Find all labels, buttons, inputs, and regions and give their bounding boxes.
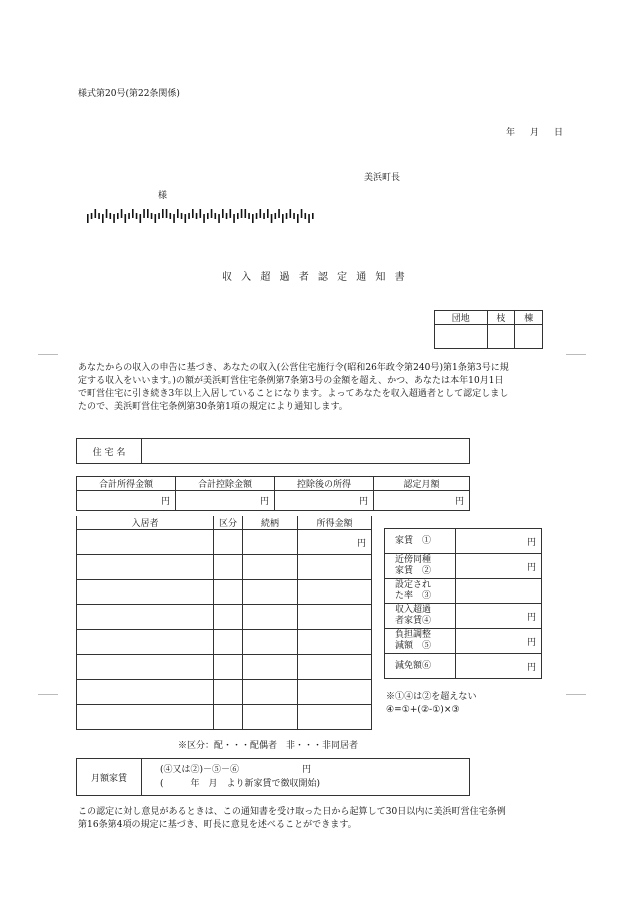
barcode-bar xyxy=(301,209,303,218)
rent-row-label-line: 収入超過 xyxy=(395,605,432,615)
barcode-bar xyxy=(166,209,168,218)
barcode-bar xyxy=(200,209,202,218)
resident-income-cell[interactable]: 円 xyxy=(298,530,372,555)
notice-line: あなたからの収入の申告に基づき、あなたの収入(公営住宅施行令(昭和26年政令第240号)第1条第3号に規 xyxy=(78,363,509,373)
resident-name-cell[interactable] xyxy=(77,705,214,730)
monthly-rent-formula[interactable] xyxy=(142,759,470,796)
barcode-bar xyxy=(233,214,235,223)
residents-header-category: 区分 xyxy=(214,516,243,530)
category-note: ※区分：配・・・配偶者 非・・・非同居者 xyxy=(178,741,359,751)
address-field[interactable] xyxy=(142,439,470,464)
housing-cell-eda[interactable] xyxy=(487,325,515,349)
barcode-bar xyxy=(181,213,183,219)
barcode-bar xyxy=(252,214,254,223)
barcode-bar xyxy=(91,213,93,219)
resident-name-cell[interactable] xyxy=(77,530,214,555)
resident-category-cell[interactable] xyxy=(214,605,243,630)
rent-row-label-line: 近傍同種 xyxy=(395,555,432,565)
recipient-suffix: 様 xyxy=(158,191,168,201)
housing-header-danchi: 団地 xyxy=(435,311,488,325)
document-title: 収 入 超 過 者 認 定 通 知 書 xyxy=(222,272,408,283)
rent-row-value[interactable]: 円 xyxy=(456,554,542,579)
barcode-bar xyxy=(256,213,258,219)
barcode-bar xyxy=(140,214,142,223)
income-deduction-cell[interactable]: 円 xyxy=(176,491,275,511)
barcode-bar xyxy=(215,213,217,219)
barcode-bar xyxy=(286,213,288,219)
rent-row-label-line: 減額 ⑤ xyxy=(395,641,432,651)
resident-category-cell[interactable] xyxy=(214,655,243,680)
resident-category-cell[interactable] xyxy=(214,580,243,605)
residents-header-income: 所得金額 xyxy=(298,516,372,530)
rent-row-label xyxy=(385,554,456,579)
rent-row xyxy=(385,529,542,554)
barcode-bar xyxy=(282,214,284,223)
resident-name-cell[interactable] xyxy=(77,605,214,630)
resident-relation-cell[interactable] xyxy=(243,680,298,705)
monthly-rent-formula-line: (④又は②)－⑤－⑥ 円 xyxy=(160,765,312,775)
rent-note-line: ※①④は②を超えない xyxy=(386,692,477,702)
income-after-deduction-cell[interactable]: 円 xyxy=(275,491,374,511)
barcode-bar xyxy=(177,209,179,218)
barcode-bar xyxy=(260,209,262,218)
resident-income-cell[interactable] xyxy=(298,630,372,655)
barcode-bar xyxy=(248,213,250,219)
barcode-bar xyxy=(293,213,295,219)
residents-table xyxy=(76,516,372,730)
objection-notice xyxy=(78,806,558,832)
barcode-bar xyxy=(185,214,187,223)
barcode-bar xyxy=(132,209,134,218)
resident-name-cell[interactable] xyxy=(77,630,214,655)
barcode-bar xyxy=(207,213,209,219)
income-header-monthly: 認定月額 xyxy=(374,477,470,491)
resident-category-cell[interactable] xyxy=(214,630,243,655)
rent-row xyxy=(385,579,542,604)
barcode-bar xyxy=(263,213,265,219)
notice-line: で町営住宅に引き続き3年以上入居していることになります。よってあなたを収入超過者として認定しまし xyxy=(78,389,509,399)
resident-row xyxy=(77,630,372,655)
barcode-bar xyxy=(102,214,104,223)
income-header-after-deduction: 控除後の所得 xyxy=(275,477,374,491)
left-fold-mark xyxy=(38,354,58,355)
rent-row-label-line: 家賃 ① xyxy=(395,535,432,546)
barcode-bar xyxy=(278,209,280,218)
barcode-bar xyxy=(143,209,145,218)
rent-row-label-line: た率 ③ xyxy=(395,591,432,601)
barcode-bar xyxy=(155,214,157,223)
resident-relation-cell[interactable] xyxy=(243,555,298,580)
right-fold-mark xyxy=(566,354,586,355)
rent-row xyxy=(385,604,542,629)
notice-paragraph xyxy=(78,362,558,414)
barcode-bar xyxy=(290,209,292,218)
barcode-bar xyxy=(211,209,213,218)
form-number: 様式第20号(第22条関係) xyxy=(78,89,180,99)
barcode-bar xyxy=(98,213,100,219)
objection-line: この認定に対し意見があるときは、この通知書を受け取った日から起算して30日以内に美浜町営住宅条例 xyxy=(78,807,506,817)
housing-header-eda: 枝 xyxy=(487,311,515,325)
resident-row xyxy=(77,705,372,730)
address-label: 住 宅 名 xyxy=(77,439,142,464)
issuer: 美浜町長 xyxy=(364,173,401,183)
notice-line: 定する収入をいいます。)の額が美浜町営住宅条例第7条第3号の金額を超え、かつ、あなたは本年10月1日 xyxy=(78,376,504,386)
barcode-bar xyxy=(158,213,160,219)
objection-line: 第16条第4項の規定に基づき、町長に意見を述べることができます。 xyxy=(78,820,357,830)
barcode-bar xyxy=(87,214,89,223)
barcode-bar xyxy=(188,213,190,219)
rent-row-label-line: 減免額⑥ xyxy=(395,660,432,671)
resident-relation-cell[interactable] xyxy=(243,530,298,555)
barcode-bar xyxy=(128,213,130,219)
resident-income-cell[interactable] xyxy=(298,655,372,680)
rent-row-value[interactable]: 円 xyxy=(456,529,542,554)
barcode-bar xyxy=(151,213,153,219)
income-table xyxy=(76,476,470,511)
income-total-cell[interactable]: 円 xyxy=(77,491,176,511)
barcode-bar xyxy=(308,214,310,223)
rent-row xyxy=(385,629,542,654)
barcode-bar xyxy=(125,214,127,223)
barcode-bar xyxy=(271,214,273,223)
right-fold-mark-lower xyxy=(566,694,586,695)
barcode-bar xyxy=(237,213,239,219)
resident-relation-cell[interactable] xyxy=(243,605,298,630)
resident-row xyxy=(77,655,372,680)
barcode-bar xyxy=(110,213,112,219)
barcode-bar xyxy=(192,209,194,218)
barcode-bar xyxy=(147,209,149,218)
rent-row-value[interactable]: 円 xyxy=(456,629,542,654)
barcode-bar xyxy=(173,214,175,223)
resident-relation-cell[interactable] xyxy=(243,630,298,655)
resident-name-cell[interactable] xyxy=(77,680,214,705)
barcode-bar xyxy=(95,209,97,218)
address-table xyxy=(76,438,470,464)
resident-relation-cell[interactable] xyxy=(243,580,298,605)
barcode-bar xyxy=(297,214,299,223)
monthly-rent-table xyxy=(76,758,470,796)
resident-category-cell[interactable] xyxy=(214,555,243,580)
rent-row xyxy=(385,654,542,679)
rent-notes xyxy=(386,691,477,717)
notice-line: たので、美浜町営住宅条例第30条第1項の規定により通知します。 xyxy=(78,402,348,412)
rent-row-label xyxy=(385,579,456,604)
monthly-rent-start-line: ( 年 月 より新家賃で徴収開始) xyxy=(160,779,321,789)
residents-header-name: 入居者 xyxy=(77,516,214,530)
postal-barcode xyxy=(87,209,317,223)
rent-note-line: ④=①+(②-①)×③ xyxy=(386,705,460,715)
barcode-bar xyxy=(305,213,307,219)
housing-header-tou: 棟 xyxy=(515,311,543,325)
rent-row-label xyxy=(385,604,456,629)
barcode-bar xyxy=(203,214,205,223)
housing-cell-danchi[interactable] xyxy=(435,325,488,349)
barcode-bar xyxy=(226,213,228,219)
rent-row-value[interactable]: 円 xyxy=(456,604,542,629)
resident-row xyxy=(77,530,372,555)
barcode-bar xyxy=(230,209,232,218)
barcode-bar xyxy=(170,213,172,219)
barcode-bar xyxy=(267,209,269,218)
barcode-bar xyxy=(241,209,243,218)
barcode-bar xyxy=(245,209,247,218)
barcode-bar xyxy=(136,213,138,219)
rent-row-value[interactable] xyxy=(456,579,542,604)
resident-category-cell[interactable] xyxy=(214,705,243,730)
rent-calc-table xyxy=(384,528,542,679)
barcode-bar xyxy=(218,214,220,223)
housing-id-table xyxy=(434,310,543,349)
barcode-bar xyxy=(106,209,108,218)
income-monthly-cell[interactable]: 円 xyxy=(374,491,470,511)
barcode-bar xyxy=(275,213,277,219)
barcode-bar xyxy=(121,209,123,218)
barcode-bar xyxy=(222,209,224,218)
rent-row-label-line: 負担調整 xyxy=(395,630,432,640)
left-fold-mark-lower xyxy=(38,694,58,695)
income-header-deduction: 合計控除金額 xyxy=(176,477,275,491)
barcode-bar xyxy=(113,214,115,223)
resident-income-cell[interactable] xyxy=(298,605,372,630)
barcode-bar xyxy=(312,213,314,219)
rent-row-label xyxy=(385,629,456,654)
rent-row-label-line: 者家賃④ xyxy=(395,616,432,626)
resident-row xyxy=(77,580,372,605)
resident-relation-cell[interactable] xyxy=(243,655,298,680)
resident-name-cell[interactable] xyxy=(77,580,214,605)
resident-income-cell[interactable] xyxy=(298,555,372,580)
resident-relation-cell[interactable] xyxy=(243,705,298,730)
rent-row-label xyxy=(385,654,456,679)
resident-income-cell[interactable] xyxy=(298,680,372,705)
housing-cell-tou[interactable] xyxy=(515,325,543,349)
resident-name-cell[interactable] xyxy=(77,555,214,580)
resident-row xyxy=(77,555,372,580)
resident-income-cell[interactable] xyxy=(298,705,372,730)
resident-name-cell[interactable] xyxy=(77,655,214,680)
date-line: 年 月 日 xyxy=(506,128,567,138)
rent-row-label-line: 家賃 ② xyxy=(395,566,432,576)
barcode-bar xyxy=(196,213,198,219)
resident-income-cell[interactable] xyxy=(298,580,372,605)
rent-row-label xyxy=(385,529,456,554)
residents-header-relation: 続柄 xyxy=(243,516,298,530)
resident-category-cell[interactable] xyxy=(214,680,243,705)
income-header-total: 合計所得金額 xyxy=(77,477,176,491)
resident-row xyxy=(77,605,372,630)
rent-row xyxy=(385,554,542,579)
monthly-rent-label: 月額家賃 xyxy=(77,759,142,796)
resident-row xyxy=(77,680,372,705)
rent-row-value[interactable]: 円 xyxy=(456,654,542,679)
barcode-bar xyxy=(117,213,119,219)
barcode-bar xyxy=(162,209,164,218)
resident-category-cell[interactable] xyxy=(214,530,243,555)
rent-row-label-line: 設定され xyxy=(395,580,432,590)
